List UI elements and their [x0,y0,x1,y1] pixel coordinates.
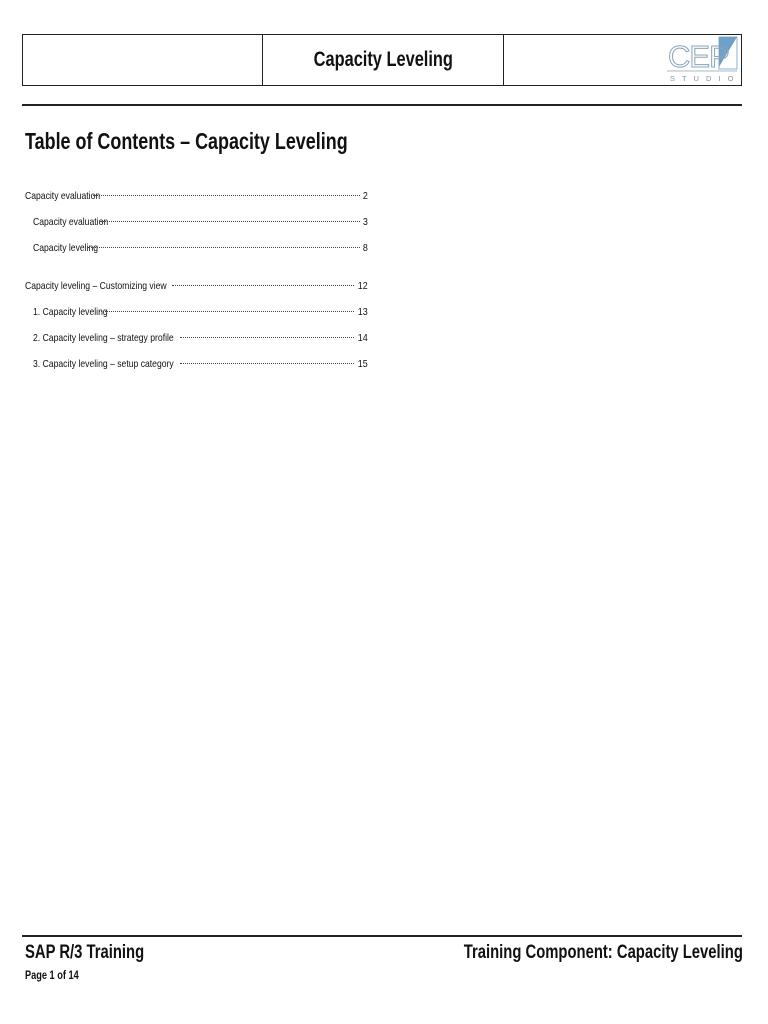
logo-text: CEP [668,39,729,74]
toc-entry-label: Capacity evaluation [33,216,109,228]
logo-subtext: S T U D I O [670,74,736,83]
toc-entry-page: 12 [358,280,368,292]
page-header [22,34,742,86]
toc-dot-leader [180,363,355,364]
toc-dot-leader [88,247,361,248]
toc-dot-leader [99,311,354,312]
toc-entry[interactable] [25,242,368,268]
footer-course-title: SAP R/3 Training [25,942,145,963]
toc-dot-leader [180,337,355,338]
table-of-contents [25,190,368,384]
toc-dot-leader [172,285,354,286]
toc-entry-page: 3 [363,216,368,228]
header-left-cell [23,35,263,85]
header-rule [22,104,742,106]
toc-entry-label: 2. Capacity leveling – strategy profile [33,332,174,344]
toc-entry-label: Capacity leveling – Customizing view [25,280,167,292]
toc-entry[interactable] [25,280,368,306]
toc-entry-page: 2 [363,190,368,202]
toc-entry-label: 3. Capacity leveling – setup category [33,358,174,370]
toc-entry[interactable] [25,332,368,358]
toc-entry-page: 15 [358,358,368,370]
cep-studio-logo [667,35,739,85]
toc-entry-page: 13 [358,306,368,318]
header-logo-cell [504,35,741,85]
header-title-cell [263,35,504,85]
header-title: Capacity Leveling [313,48,453,71]
toc-entry-label: Capacity evaluation [25,190,101,202]
toc-entry[interactable] [25,190,368,216]
toc-entry[interactable] [25,216,368,242]
page-number: Page 1 of 14 [25,970,79,982]
toc-dot-leader [100,221,360,222]
toc-title: Table of Contents – Capacity Leveling [25,128,348,154]
footer-component-title: Training Component: Capacity Leveling [463,942,743,963]
footer-rule [22,935,742,937]
toc-entry-label: Capacity leveling [33,242,99,254]
toc-entry-page: 14 [358,332,368,344]
toc-dot-leader [91,195,360,196]
toc-entry-label: 1. Capacity leveling [33,306,108,318]
toc-entry[interactable] [25,358,368,384]
toc-entry[interactable] [25,306,368,332]
toc-entry-page: 8 [363,242,368,254]
